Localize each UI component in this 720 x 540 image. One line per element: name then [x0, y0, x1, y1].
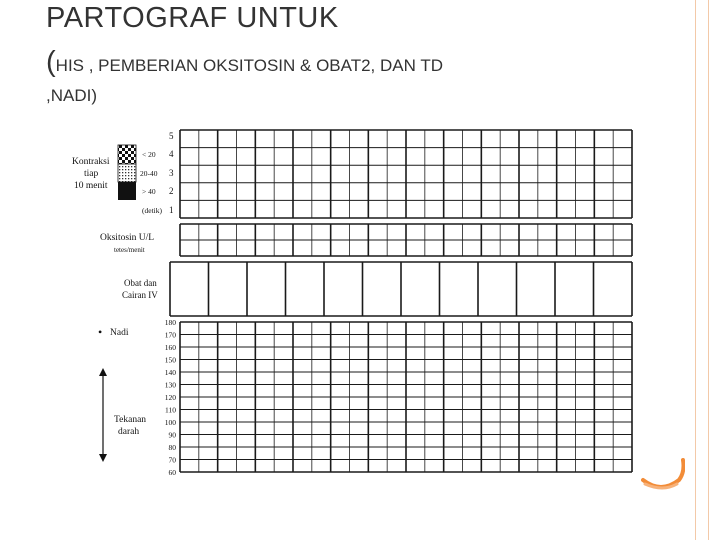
vital-scale-tick: 140: [164, 368, 176, 377]
subtitle-continuation: ,NADI): [46, 86, 97, 105]
slide-subtitle: [46, 46, 443, 79]
vital-scale-tick: 70: [168, 455, 176, 465]
slide-border: [695, 0, 709, 540]
vital-scale-tick: 100: [164, 418, 176, 427]
vital-scale-tick: 60: [168, 468, 176, 477]
partograph-chart: [62, 118, 638, 482]
contraction-scale-2: 2: [169, 186, 174, 196]
blood-pressure-label: [99, 368, 146, 462]
pulse-label: [98, 325, 129, 339]
legend-swatch-short: [118, 145, 136, 164]
drugs-grid: [170, 262, 632, 316]
bp-label-line2: darah: [118, 427, 140, 437]
contraction-label-line1: Kontraksi: [72, 157, 110, 167]
oxytocin-label: [100, 233, 154, 254]
contraction-legend: [118, 145, 162, 215]
drugs-label-line2: Cairan IV: [122, 290, 158, 300]
legend-medium-label: 20-40: [140, 169, 158, 178]
legend-swatch-long: [118, 182, 136, 200]
bp-arrow-down-icon: [99, 454, 107, 462]
corner-ornament-icon: [641, 456, 685, 490]
oxytocin-grid: [180, 224, 632, 256]
vital-scale-tick: 160: [164, 343, 176, 352]
oxytocin-label-line2: tetes/menit: [114, 246, 145, 254]
legend-short-label: < 20: [142, 150, 156, 159]
vital-scale-tick: 90: [168, 430, 176, 440]
contraction-scale-5: 5: [169, 131, 174, 141]
vital-scale-tick: 120: [164, 393, 176, 402]
vital-scale-tick: 170: [164, 330, 176, 340]
pulse-label-text: Nadi: [110, 328, 129, 338]
subtitle-text: HIS , PEMBERIAN OKSITOSIN & OBAT2, DAN TD: [55, 56, 443, 75]
contraction-grid: [180, 130, 632, 218]
bp-arrow-up-icon: [99, 368, 107, 376]
vital-scale-tick: 80: [168, 443, 176, 452]
bp-label-line1: Tekanan: [114, 415, 147, 425]
drugs-label-line1: Obat dan: [124, 278, 157, 288]
vitals-grid: [180, 322, 632, 472]
vital-scale-tick: 110: [165, 405, 176, 415]
contraction-scale-1: 1: [169, 205, 174, 215]
legend-long-label: > 40: [142, 187, 156, 196]
oxytocin-label-line1: Oksitosin U/L: [100, 233, 155, 243]
contraction-label-line3: 10 menit: [74, 181, 108, 191]
contraction-scale-4: 4: [169, 149, 174, 159]
partograph-svg: [62, 118, 638, 482]
pulse-bullet-icon: •: [98, 325, 103, 339]
contraction-scale-3: 3: [169, 168, 174, 178]
legend-unit-label: (detik): [142, 206, 162, 215]
vital-scale-tick: 180: [164, 318, 176, 327]
vital-scale-tick: 130: [164, 380, 176, 390]
contraction-label: [72, 157, 110, 191]
vital-scale-tick: 150: [164, 355, 176, 365]
contraction-scale: [169, 131, 174, 215]
vital-scale: [165, 318, 177, 477]
subtitle-paren: (: [46, 46, 56, 78]
legend-swatch-medium: [118, 164, 136, 182]
slide-title: PARTOGRAF UNTUK: [46, 2, 339, 34]
drugs-label: [122, 278, 158, 300]
contraction-label-line2: tiap: [84, 169, 99, 179]
